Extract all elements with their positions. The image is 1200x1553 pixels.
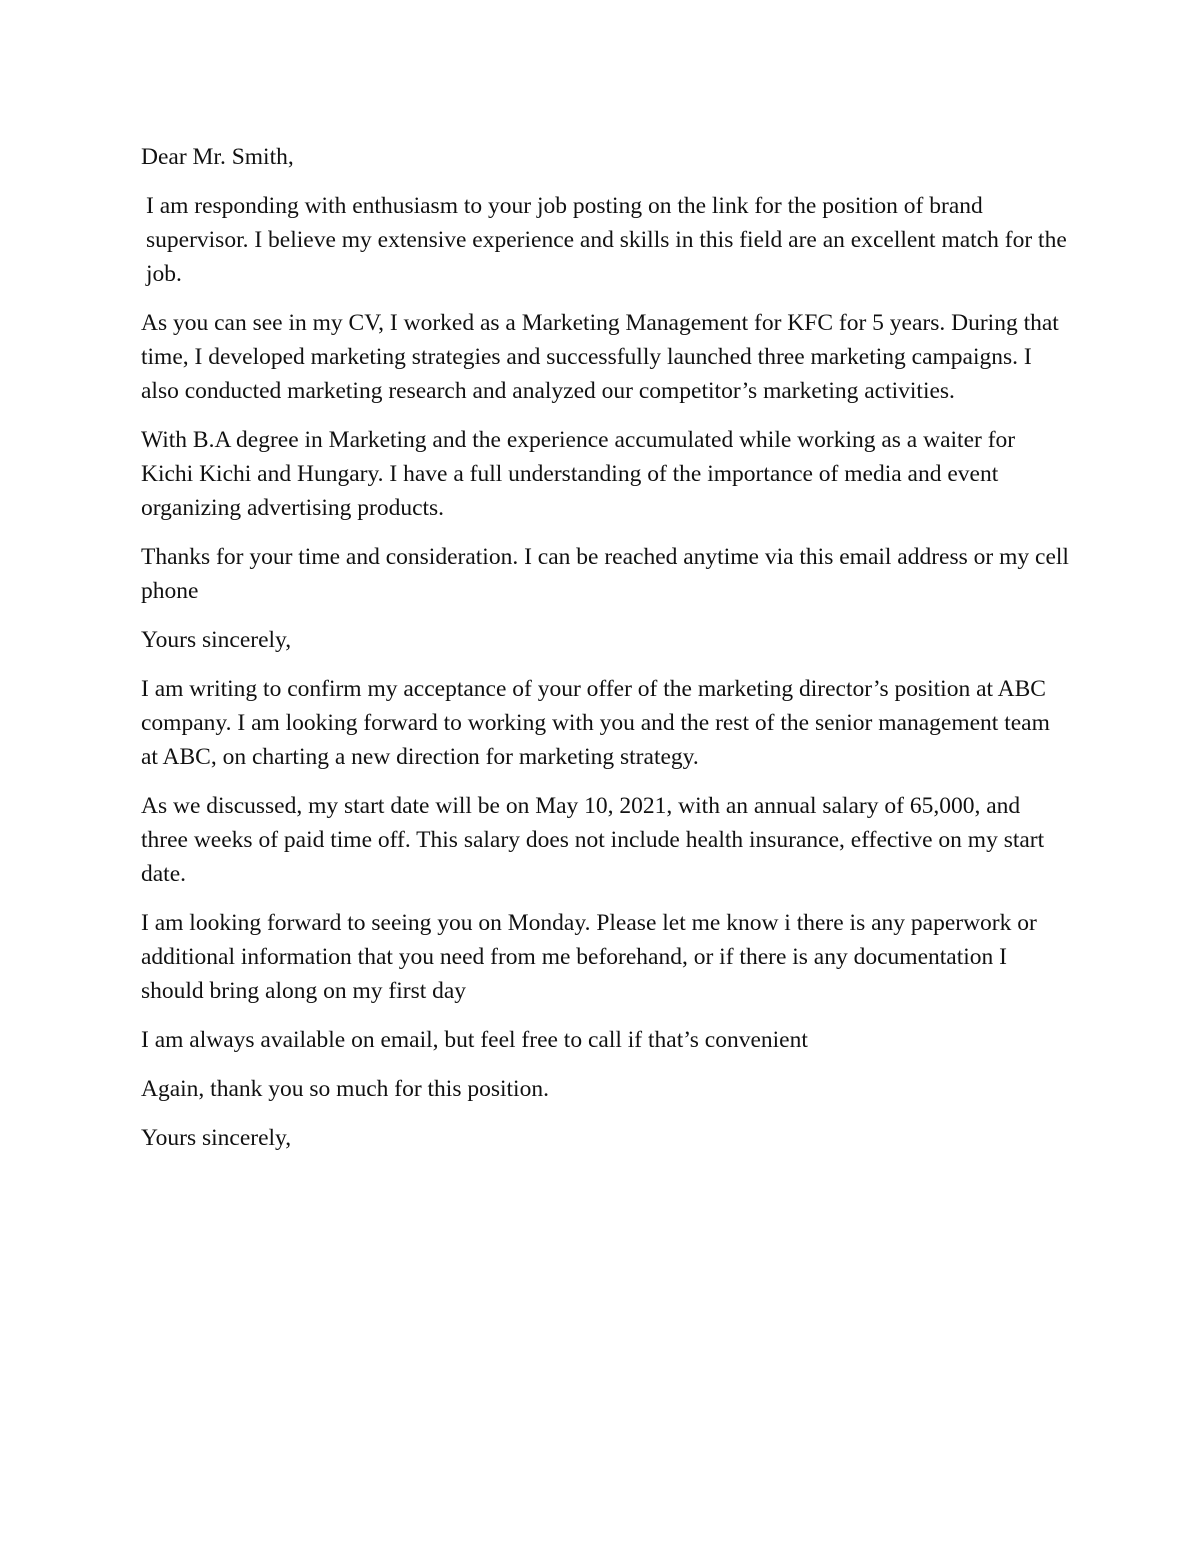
letter-paragraph-again-thanks: Again, thank you so much for this position. xyxy=(141,1076,549,1102)
letter-paragraph-experience: As you can see in my CV, I worked as a Marketing Management for KFC for 5 years. During that time, I developed marketing strategies and successfully launched three marketing campaigns. I also conducted marketing research and analyzed our competitor’s marketing activities. xyxy=(141,310,1065,404)
letter-paragraph-availability: I am always available on email, but feel free to call if that’s convenient xyxy=(141,1027,808,1053)
letter-paragraph-education: With B.A degree in Marketing and the experience accumulated while working as a waiter for Kichi Kichi and Hungary. I have a full understanding of the importance of media and event organizing advertising products. xyxy=(141,427,1021,521)
letter-paragraph-intro: I am responding with enthusiasm to your job posting on the link for the position of brand supervisor. I believe my extensive experience and skills in this field are an excellent match for the job. xyxy=(146,193,1073,287)
letter-closing-2: Yours sincerely, xyxy=(141,1125,292,1151)
letter-paragraph-thanks: Thanks for your time and consideration. I can be reached anytime via this email address or my cell phone xyxy=(141,544,1075,604)
letter-paragraph-terms: As we discussed, my start date will be on May 10, 2021, with an annual salary of 65,000, and three weeks of paid time off. This salary does not include health insurance, effective on my start date. xyxy=(141,793,1051,887)
letter-closing-1: Yours sincerely, xyxy=(141,627,292,653)
letter-paragraph-acceptance: I am writing to confirm my acceptance of your offer of the marketing director’s position at ABC company. I am looking forward to working with you and the rest of the senior management team at ABC, on charting a new direction for marketing strategy. xyxy=(141,676,1056,770)
letter-salutation: Dear Mr. Smith, xyxy=(141,144,294,170)
letter-body xyxy=(141,140,1075,1170)
letter-paragraph-monday: I am looking forward to seeing you on Monday. Please let me know i there is any paperwork or additional information that you need from me beforehand, or if there is any documentation I should bring along on my first day xyxy=(141,910,1043,1004)
